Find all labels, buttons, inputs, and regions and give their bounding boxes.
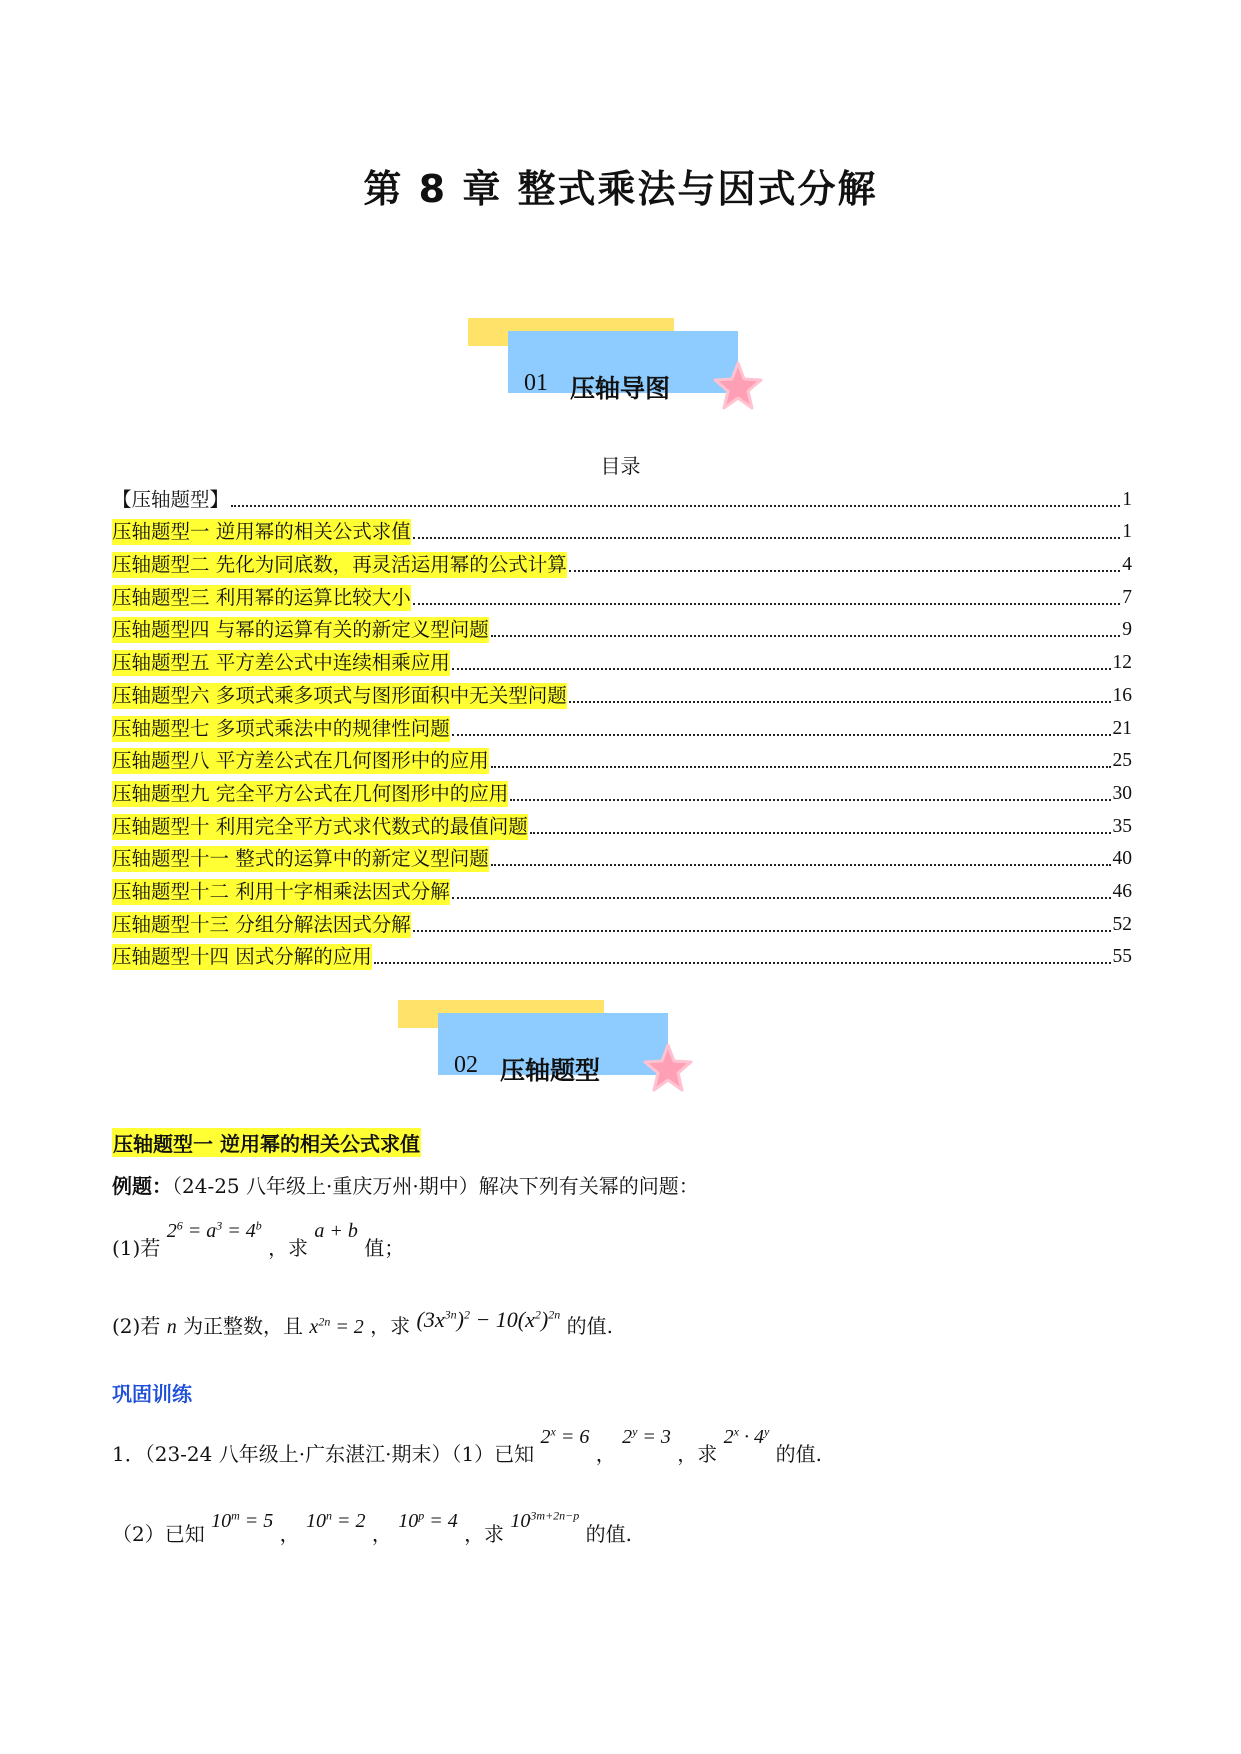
toc-entry-page: 9 [1122,619,1132,641]
q2-expr-part: ) [540,1307,549,1332]
toc-entry-title: 压轴题型十二 利用十字相乘法因式分解 [112,879,450,903]
example-intro: （24-25 八年级上·重庆万州·期中）解决下列有关幂的问题： [172,1174,699,1198]
toc-entry-title: 压轴题型三 利用幂的运算比较大小 [112,585,411,609]
toc-entry-page: 46 [1112,880,1132,902]
q1-exp: 3 [216,1218,223,1233]
toc-leader-dots [452,733,1111,736]
q1-prefix: (1)若 [112,1236,161,1260]
toc-entry-page: 40 [1112,848,1132,870]
toc-entry-page: 4 [1122,554,1132,576]
q2-prefix: (2)若 [112,1314,161,1338]
toc-leader-dots [491,863,1111,866]
section-number: 02 [454,1052,478,1078]
p2-ask: ，求 [464,1522,505,1546]
toc-leader-dots [491,634,1121,637]
p1-suffix: 的值. [775,1442,823,1466]
q1-exp: b [255,1218,262,1233]
toc-entry-page: 1 [1122,521,1132,543]
toc-entry-title: 压轴题型十一 整式的运算中的新定义型问题 [112,847,489,871]
q2-cond-base: x [309,1316,319,1338]
chapter-title: 第 8 章 整式乘法与因式分解 [363,167,878,211]
section-banner-2 [390,1000,700,1090]
star-icon [712,360,764,412]
toc-entry-page: 1 [1122,488,1132,510]
toc-entry-page: 16 [1112,684,1132,706]
question-1 [112,1218,405,1261]
type-heading: 压轴题型一 逆用幂的相关公式求值 [112,1128,421,1157]
q2-expr-exp: 3n [444,1307,457,1322]
p2-sep: ， [371,1522,392,1546]
q2-suffix: 的值. [566,1314,613,1338]
practice-label: 巩固训练 [112,1382,192,1406]
p1-rest: = 3 [637,1426,671,1448]
toc-entry-page: 35 [1112,815,1132,837]
toc-leader-dots [530,831,1111,834]
p2-base: 10 [305,1510,326,1532]
p1-exp: y [632,1424,638,1439]
toc-entry-title: 压轴题型二 先化为同底数，再灵活运用幂的公式计算 [112,553,567,577]
toc-entry-title: 压轴题型十 利用完全平方式求代数式的最值问题 [112,814,528,838]
q2-cond-rest: = 2 [330,1316,364,1338]
q2-n: n [166,1316,177,1338]
q1-term: = 4 [222,1220,256,1242]
section-banner-1 [460,318,770,408]
p1-eq2 [622,1426,671,1448]
toc-entry-title: 压轴题型五 平方差公式中连续相乘应用 [112,651,450,675]
p1-ask: ，求 [677,1442,718,1466]
toc-leader-dots [452,667,1111,670]
toc-entry-title: 压轴题型七 多项式乘法中的规律性问题 [112,716,450,740]
toc-entry-title: 压轴题型一 逆用幂的相关公式求值 [112,520,411,544]
p1-sep: ， [595,1442,616,1466]
toc-entry-page: 7 [1122,586,1132,608]
p1-base: 2 [622,1426,633,1448]
question-2 [112,1307,613,1339]
toc-entry-page: 12 [1112,652,1132,674]
practice-2 [112,1508,633,1547]
p1-exp: x [733,1424,739,1439]
p2-exp: p [418,1508,425,1523]
p1-rest: = 6 [555,1426,590,1448]
p2-eq3 [398,1510,458,1532]
p2-rest: = 2 [331,1510,366,1532]
toc-entry[interactable] [112,742,1132,775]
toc-entry-page: 52 [1112,913,1132,935]
p2-suffix: 的值. [585,1522,633,1546]
q2-expr-part: ) [456,1307,464,1332]
q2-expr-part: (3x [416,1307,445,1332]
p2-exp: n [325,1508,332,1523]
p1-rest: · 4 [738,1426,764,1448]
p2-base: 10 [398,1510,419,1532]
toc-entry-title: 压轴题型九 完全平方公式在几何图形中的应用 [112,781,509,805]
toc-entry-title: 压轴题型六 多项式乘多项式与图形面积中无关型问题 [112,683,567,707]
q1-equation [167,1220,262,1242]
toc-entry[interactable] [112,545,1132,578]
toc-entry[interactable] [112,840,1132,873]
q2-expression [417,1307,561,1332]
q1-term: 2 [166,1220,177,1242]
q1-suffix: 值； [364,1236,405,1260]
p2-target [510,1510,579,1532]
toc-entry-page: 55 [1112,946,1132,968]
p2-base: 10 [211,1510,232,1532]
toc-leader-dots [491,765,1111,768]
q1-mid: ，求 [268,1236,309,1260]
q1-exp: 6 [176,1218,183,1233]
toc-entry[interactable] [112,578,1132,611]
q2-expr-exp: 2n [548,1307,561,1322]
p2-base: 10 [510,1510,531,1532]
toc-entry-title: 压轴题型十四 因式分解的应用 [112,945,372,969]
toc-leader-dots [231,504,1120,507]
q2-mid: 为正整数，且 [183,1314,304,1338]
toc-entry[interactable] [112,513,1132,546]
p1-target [724,1426,770,1448]
toc-leader-dots [413,929,1111,932]
toc-entry[interactable] [112,905,1132,938]
toc-leader-dots [452,896,1111,899]
toc-entry[interactable] [112,807,1132,840]
q2-expr-exp: 2 [534,1307,541,1322]
toc-entry-title: 压轴题型十三 分组分解法因式分解 [112,912,411,936]
p2-rest: = 4 [424,1510,458,1532]
toc-leader-dots [413,536,1121,539]
toc-entry[interactable] [112,938,1132,971]
toc-entry-title: 【压轴题型】 [112,487,230,511]
q2-condition [309,1316,363,1338]
p2-prefix: （2）已知 [112,1522,205,1546]
toc-entry[interactable] [112,480,1132,513]
toc-leader-dots [510,798,1110,801]
p1-base: 2 [723,1426,734,1448]
p2-exp: m [231,1508,240,1523]
toc-entry[interactable] [112,676,1132,709]
toc-entry[interactable] [112,709,1132,742]
toc-leader-dots [374,961,1111,964]
example-line [112,1170,699,1199]
toc-leader-dots [569,569,1121,572]
toc-leader-dots [413,602,1121,605]
toc-entry-page: 25 [1112,750,1132,772]
p1-base: 2 [540,1426,551,1448]
p2-eq1 [211,1510,273,1532]
p1-exp: y [763,1424,770,1439]
p1-exp: x [550,1424,556,1439]
p2-exp: 3m+2n−p [530,1508,580,1523]
p1-eq1 [541,1426,590,1448]
section-label: 压轴题型 [500,1056,601,1085]
q1-term: = a [182,1220,217,1242]
toc-entry[interactable] [112,872,1132,905]
toc-entry[interactable] [112,774,1132,807]
toc-entry-page: 30 [1112,782,1132,804]
toc-leader-dots [569,700,1111,703]
p1-prefix: 1．（23-24 八年级上·广东湛江·期末）（1）已知 [112,1442,535,1466]
table-of-contents [112,480,1132,970]
section-number: 01 [524,370,548,396]
p2-eq2 [306,1510,366,1532]
toc-entry-title: 压轴题型四 与幂的运算有关的新定义型问题 [112,618,489,642]
toc-title: 目录 [600,454,641,478]
toc-entry-page: 21 [1112,717,1132,739]
toc-entry-title: 压轴题型八 平方差公式在几何图形中的应用 [112,749,489,773]
q2-ask: ，求 [370,1314,411,1338]
example-label: 例题： [112,1174,172,1198]
star-icon [642,1042,694,1094]
q2-expr-part: − 10(x [469,1307,535,1332]
toc-entry[interactable] [112,611,1132,644]
q2-expr-exp: 2 [463,1307,470,1322]
p2-sep: ， [279,1522,300,1546]
section-label: 压轴导图 [570,374,671,403]
toc-entry[interactable] [112,643,1132,676]
practice-1 [112,1424,823,1467]
q1-target: a + b [314,1220,358,1242]
q2-cond-exp: 2n [318,1314,331,1329]
p2-rest: = 5 [239,1510,274,1532]
